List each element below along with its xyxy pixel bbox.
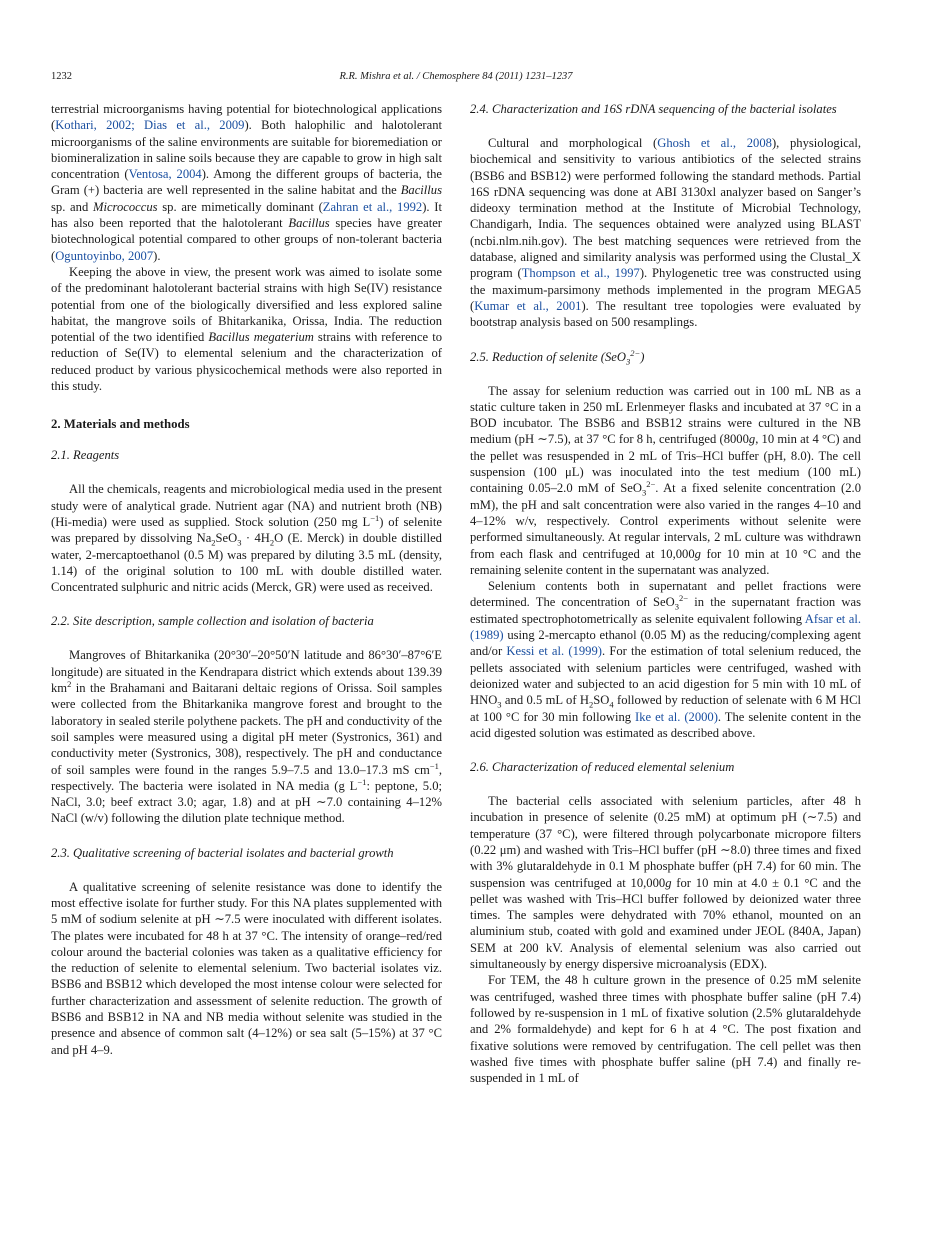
text-run: SO [593, 693, 610, 708]
assay-paragraph [470, 383, 861, 579]
species-name: Bacillus [400, 183, 442, 198]
text-run: sp. and [51, 199, 93, 214]
subscript: 3 [674, 601, 679, 612]
text-run: : peptone, 5.0; NaCl, 3.0; beef extract 3.0; agar, 1.8) and at pH ∼7.0 containing 4–12% NaCl (w/v) following the dilution plate technique method. [51, 778, 442, 826]
running-head [51, 71, 861, 87]
subsection-heading-reagents: 2.1. Reagents [51, 448, 120, 463]
text-run: The bacterial cells associated with selenium particles, after 48 h incubation in presence of selenite (0.25 mM) at optimum pH (∼7.5) and temperature (37 °C), were filtered through polycarbonate micropore filters (0.22 μm) and washed with Tris–HCl buffer (pH ∼8.0) three times and fixed with 3% glutaraldehyde in 0.1 M phosphate buffer (pH 7.4) for 60 min. The suspension was centrifuged at 10,000 [470, 794, 861, 890]
text-run: Keeping the above in view, the present work was aimed to isolate some of the predominant halotolerant bacterial strains with high Se(IV) resistance potential from one of the biologically diversified and less explored saline habitat, the mangrove soils of Bhitarkanika, Orissa, India. The reduction potential of the two identified [51, 264, 442, 345]
subscript: 3 [641, 487, 647, 498]
section-heading-materials-methods: 2. Materials and methods [51, 417, 190, 432]
text-run: , respectively. The bacteria were isolated in NA media (g L [51, 762, 442, 793]
text-run: ), physiological, biochemical and sensitivity to various antibiotics of the selected strains (BSB6 and BSB12) were performed following the standard methods. Partial 16S rDNA sequencing was done at ABI 3130xl analyzer based on Sanger’s dideoxy termination method at the Institute of Microbial Technology, Chandigarh, India. The sequences obtained were analyzed using BLAST (ncbi.nlm.nih.gov). The best matching sequences were retrieved from the database, aligned and similarity analysis was performed using the Clustal_X program ( [470, 136, 862, 281]
page-number: 1232 [51, 71, 72, 82]
superscript: 2− [646, 479, 656, 490]
citation-link[interactable]: Kumar et al., 2001 [474, 298, 582, 313]
site-paragraph [51, 647, 442, 826]
citation-link[interactable]: Kessi et al. (1999) [506, 644, 602, 659]
text-run: . For the estimation of total selenium reduced, the pellets associated with selenium particles were centrifuged, washed with deionized water and subjected to an acid digestion for 5 min with 10 mL of HNO [470, 644, 861, 708]
subsection-heading-site: 2.2. Site description, sample collection and isolation of bacteria [51, 614, 374, 629]
italic-unit: g [665, 875, 672, 890]
text-run: 2.5. Reduction of selenite (SeO [470, 349, 626, 364]
text-run: ) of selenite was prepared by dissolving Na [51, 514, 442, 546]
intro-continuation-paragraph [51, 101, 442, 264]
superscript: −1 [370, 512, 380, 523]
superscript: 2− [630, 347, 641, 358]
subsection-heading-reduction [470, 349, 861, 365]
text-run: . At a fixed selenite concentration (2.0 mM), the pH and salt concentration were also varied in the ranges 4–10 and 4–12% w/v, respectively. Control experiments without selenite were performed simultaneously. At regular intervals, 2 mL culture was withdrawn from each flask and centrifuged at 10,000 [470, 481, 861, 561]
superscript: −1 [357, 776, 367, 787]
subscript: 2 [589, 699, 594, 710]
citation-link[interactable]: Ike et al. (2000) [635, 709, 718, 724]
citation-link[interactable]: Oguntoyinbo, 2007 [55, 248, 154, 263]
text-run: strains with reference to reduction of Se(IV) to elemental selenium and the characterization of reduced product by various physicochemical methods were also reported in this study. [51, 330, 442, 394]
text-run: Selenium contents both in supernatant and pellet fractions were determined. The concentration of SeO [470, 579, 861, 610]
reagents-paragraph [51, 481, 442, 595]
italic-unit: g [694, 546, 701, 561]
superscript: 2 [67, 678, 72, 689]
text-run: Mangroves of Bhitarkanika (20°30′–20°50′N latitude and 86°30′–87°6′E longitude) are situated in the Kendrapara district which extends about 139.39 km [51, 648, 442, 696]
text-run: The assay for selenium reduction was carried out in 100 mL NB as a static culture taken in 250 mL Erlenmeyer flasks and incubated at 37 °C in a BOD incubator. The BSB6 and BSB12 strains were cultured in the NB medium (pH ∼7.5), at 37 °C for 8 h, centrifuged (8000 [470, 383, 861, 447]
superscript: 2− [678, 593, 688, 604]
citation-link[interactable]: Afsar et al. (1989) [470, 611, 861, 643]
text-run: All the chemicals, reagents and microbiological media used in the present study were of analytical grade. Nutrient agar (NA) and nutrient broth (NB) (Hi-media) were used as supplied. Stock solution (250 mg L [51, 482, 442, 529]
text-run: in the Brahamani and Baitarani deltaic regions of Orissa. Soil samples were collected from the Bhitarkanika mangrove forest and brought to the laboratory in sealed sterile polythene packets. The pH and conductivity of the soil samples were measured using a digital pH meter (Systronics, 361) and conductivity meter (Systronics, 308), respectively. The pH and conductance of soil samples were found in the ranges 5.9–7.5 and 13.0–17.3 mS cm [51, 681, 442, 777]
characterization-paragraph [470, 135, 861, 331]
text-run: O (E. Merck) in double distilled water, 2-mercaptoethanol (0.5 M) was prepared by diluting 3.5 mL (density, 1.14) of the original solution to 100 mL with double distilled water. Concentrated sulphuric and nitric acids (Merck, GR) were used as received. [51, 531, 442, 595]
italic-unit: g [748, 432, 756, 447]
tem-paragraph: For TEM, the 48 h culture grown in the presence of 0.25 mM selenite was centrifuged, washed three times with phosphate buffer saline (pH 7.4) followed by re-suspension in 1 mL of fixative solution (2.5% glutaraldehyde and 2% formaldehyde) and kept for 6 h at 4 °C. The post fixation and fixative solutions were removed by centrifugation. The cell pellet was then washed five times with phosphate buffer saline (pH 7.4) and finally re-suspended in 1 mL of [470, 973, 861, 1086]
text-run: ). Both halophilic and halotolerant microorganisms of the saline environments are suitable for bioremediation or biomineralization in saline soils because they are capable to grow in high salt concentration ( [51, 118, 442, 182]
text-run: followed by reduction of selenate with 6 M HCl at 100 °C for 30 min following [470, 693, 861, 724]
text-run: · 4H [241, 531, 270, 546]
superscript: −1 [429, 760, 439, 771]
citation-link[interactable]: Thompson et al., 1997 [521, 266, 640, 281]
subscript: 3 [497, 699, 502, 710]
text-run: in the supernatant fraction was estimated spectrophotometrically as selenite equivalent following [470, 595, 861, 626]
citation-link[interactable]: Kothari, 2002; Dias et al., 2009 [55, 118, 245, 133]
left-column [51, 101, 442, 1058]
subsection-heading-elemental-selenium: 2.6. Characterization of reduced elemental selenium [470, 760, 735, 775]
screening-paragraph: A qualitative screening of selenite resistance was done to identify the most effective isolate for further study. For this NA plates supplemented with 5 mM of sodium selenite at pH ∼7.5 were inoculated with different isolates. The plates were incubated for 48 h at 37 °C. The intensity of orange–red/red colour around the bacterial colonies was taken as a qualitative efficiency for the reduction of selenite to elemental selenium. Two bacterial isolates viz. BSB6 and BSB12 which developed the most intense colour were selected for further characterization and assessment of selenite reduction. The growth of BSB6 and BSB12 in NA and NB media without selenite was studied in the presence and absence of common salt (4–12%) or sea salt (5–15%) at 37 °C and pH 4–9. [51, 879, 442, 1057]
aim-paragraph [51, 264, 442, 394]
text-run: for 10 min at 4.0 ± 0.1 °C and the pellet was washed with Tris–HCl buffer followed by deionized water three times. The samples were dehydrated with 70% ethanol, mounted on an aluminium stub, coated with gold and examined under JEOL (840A, Japan) SEM at 200 kV. Analysis of elemental selenium was also carried out simultaneously by energy dispersive microanalysis (EDX). [470, 875, 861, 972]
citation-link[interactable]: Zahran et al., 1992 [322, 199, 423, 214]
subscript: 3 [237, 537, 242, 548]
journal-reference: R.R. Mishra et al. / Chemosphere 84 (2011) 1231–1237 [339, 71, 573, 82]
text-run: Cultural and morphological ( [488, 136, 658, 150]
text-run: ). Phylogenetic tree was constructed using the maximum-parsimony methods implemented in the program MEGA5 ( [470, 266, 861, 313]
subscript: 4 [609, 699, 614, 710]
text-run: species have greater biotechnological potential compared to other groups of non-tolerant bacteria ( [51, 216, 442, 263]
text-run: for 10 min at 10 °C and the remaining selenite content in the supernatant was analyzed. [470, 546, 862, 577]
text-run: , 10 min at 4 °C) and the pellet was resuspended in 2 mL of Tris–HCl buffer (pH, 8.0). The cell suspension (100 μL) was inoculated into the test medium (100 mL) containing 0.05–2.0 mM of SeO [470, 432, 861, 496]
text-run: ). It has also been reported that the halotolerant [51, 199, 442, 231]
subsection-heading-screening: 2.3. Qualitative screening of bacterial isolates and bacterial growth [51, 845, 394, 860]
text-run: . The selenite content in the acid digested solution was estimated as described above. [470, 709, 861, 740]
subscript: 2 [211, 537, 216, 548]
text-run: ). Among the different groups of bacteria, the Gram (+) bacteria are well represented in the saline habitat and the [51, 167, 442, 198]
sem-paragraph [470, 793, 861, 972]
right-column [470, 101, 861, 1086]
species-name: Bacillus megaterium [208, 330, 314, 345]
species-name: Bacillus [288, 216, 330, 231]
text-run: SeO [215, 531, 238, 546]
citation-link[interactable]: Ventosa, 2004 [128, 167, 202, 182]
selenium-contents-paragraph [470, 578, 861, 741]
text-run: sp. are mimetically dominant ( [157, 199, 323, 214]
species-name: Micrococcus [92, 199, 158, 214]
text-run: terrestrial microorganisms having potential for biotechnological applications ( [51, 102, 442, 133]
subscript: 3 [625, 356, 631, 367]
citation-link[interactable]: Ghosh et al., 2008 [657, 136, 772, 150]
subsection-heading-characterization: 2.4. Characterization and 16S rDNA sequencing of the bacterial isolates [470, 102, 837, 116]
text-run: ). The resultant tree topologies were evaluated by bootstrap analysis based on 500 resamplings. [470, 298, 861, 330]
text-run: and 0.5 mL of H [501, 693, 590, 708]
text-run: using 2-mercapto ethanol (0.05 M) as the reducing/complexing agent and/or [470, 628, 861, 659]
subscript: 2 [269, 537, 275, 548]
text-run: ) [640, 349, 645, 364]
text-run: ). [153, 248, 161, 263]
